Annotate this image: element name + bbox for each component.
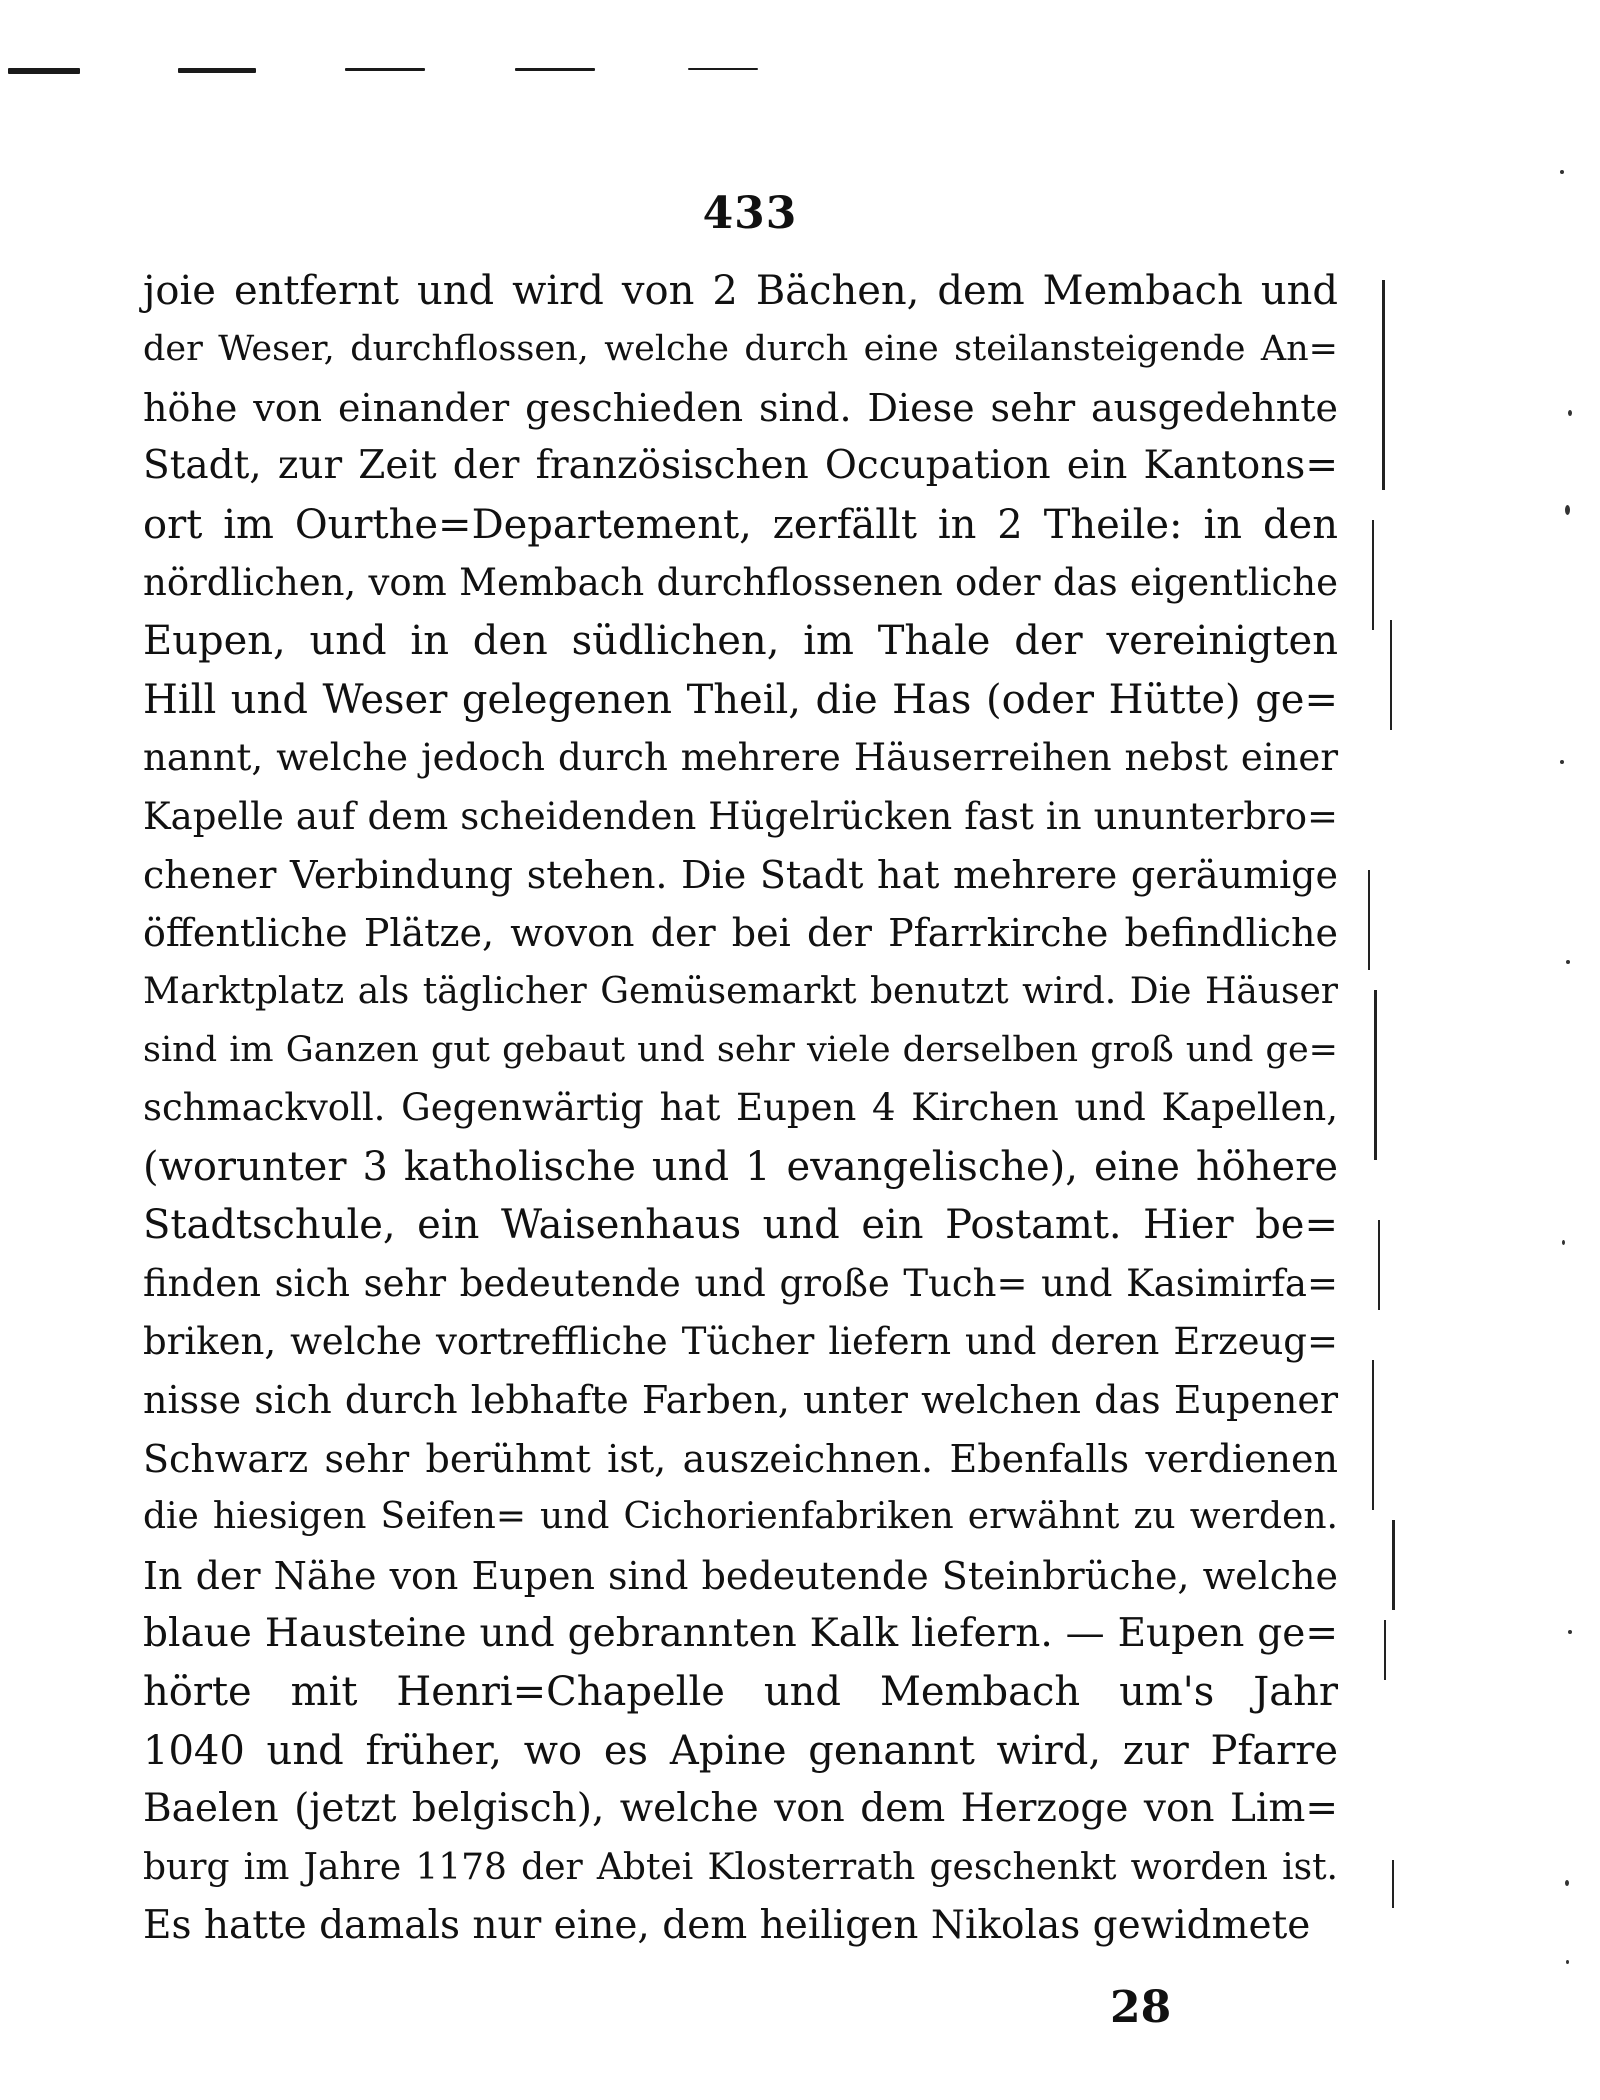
scan-margin-line: [1392, 1520, 1395, 1610]
scan-margin-line: [1374, 990, 1377, 1160]
text-line: briken, welche vortreffliche Tücher liefern und deren Erzeug=: [143, 1320, 1338, 1364]
scan-speck: [1566, 1960, 1569, 1964]
scan-speck: [1568, 410, 1572, 416]
text-line: burg im Jahre 1178 der Abtei Klosterrath geschenkt worden ist.: [143, 1846, 1338, 1888]
text-line: Stadtschule, ein Waisenhaus und ein Postamt. Hier be=: [143, 1202, 1338, 1249]
text-line: nannt, welche jedoch durch mehrere Häuserreihen nebst einer: [143, 736, 1338, 780]
scan-margin-line: [1378, 1220, 1380, 1310]
text-line: hörte mit Henri=Chapelle und Membach um's Jahr: [143, 1669, 1338, 1716]
scan-speck: [1560, 760, 1564, 764]
text-line: blaue Hausteine und gebrannten Kalk liefern. — Eupen ge=: [143, 1610, 1338, 1656]
text-line: chener Verbindung stehen. Die Stadt hat mehrere geräumige: [143, 852, 1338, 897]
text-line: sind im Ganzen gut gebaut und sehr viele derselben groß und ge=: [143, 1030, 1338, 1071]
scan-margin-line: [1390, 620, 1392, 730]
text-line: Baelen (jetzt belgisch), welche von dem Herzoge von Lim=: [143, 1786, 1338, 1832]
scan-margin-line: [1382, 280, 1385, 490]
text-line: nisse sich durch lebhafte Farben, unter welchen das Eupener: [143, 1378, 1338, 1423]
scan-speck: [1562, 1240, 1565, 1245]
text-line: nördlichen, vom Membach durchflossenen oder das eigentliche: [143, 560, 1338, 604]
scan-speck: [1568, 1630, 1572, 1634]
scan-speck: [1566, 960, 1570, 964]
scan-speck: [1565, 505, 1570, 515]
page-number: 433: [702, 188, 798, 239]
text-line: Eupen, und in den südlichen, im Thale der vereinigten: [143, 618, 1338, 665]
scan-margin-line: [1368, 870, 1370, 970]
text-line: schmackvoll. Gegenwärtig hat Eupen 4 Kirchen und Kapellen,: [143, 1086, 1338, 1130]
scan-margin-line: [1372, 520, 1374, 630]
scan-margin-line: [1392, 1860, 1394, 1908]
scan-speck: [1560, 170, 1564, 174]
text-line: Es hatte damals nur eine, dem heiligen Nikolas gewidmete: [143, 1902, 1311, 1948]
text-line: Kapelle auf dem scheidenden Hügelrücken fast in ununterbro=: [143, 794, 1338, 838]
scan-artifact-top-marks: [0, 68, 1000, 88]
text-line: Schwarz sehr berühmt ist, auszeichnen. Ebenfalls verdienen: [143, 1436, 1338, 1481]
scan-margin-line: [1372, 1360, 1374, 1510]
scan-margin-line: [1384, 1620, 1386, 1680]
text-line: Hill und Weser gelegenen Theil, die Has (oder Hütte) ge=: [143, 676, 1338, 723]
signature-mark: 28: [1110, 1982, 1172, 2033]
text-line: öffentliche Plätze, wovon der bei der Pfarrkirche befindliche: [143, 911, 1338, 956]
text-line: In der Nähe von Eupen sind bedeutende Steinbrüche, welche: [143, 1553, 1338, 1598]
text-line: ort im Ourthe=Departement, zerfällt in 2 Theile: in den: [143, 501, 1338, 548]
text-line: Stadt, zur Zeit der französischen Occupation ein Kantons=: [143, 443, 1338, 489]
scan-speck: [1565, 1880, 1569, 1886]
text-line: 1040 und früher, wo es Apine genannt wird, zur Pfarre: [143, 1727, 1338, 1774]
text-line: joie entfernt und wird von 2 Bächen, dem Membach und: [143, 268, 1338, 314]
text-line: die hiesigen Seifen= und Cichorienfabriken erwähnt zu werden.: [143, 1496, 1338, 1538]
text-line: höhe von einander geschieden sind. Diese sehr ausgedehnte: [143, 385, 1338, 430]
body-text: [143, 262, 1338, 1955]
text-line: Marktplatz als täglicher Gemüsemarkt benutzt wird. Die Häuser: [143, 970, 1338, 1012]
text-line: der Weser, durchflossen, welche durch eine steilansteigende An=: [143, 329, 1338, 370]
text-line: finden sich sehr bedeutende und große Tuch= und Kasimirfa=: [143, 1261, 1338, 1305]
text-line: (worunter 3 katholische und 1 evangelische), eine höhere: [143, 1143, 1338, 1190]
